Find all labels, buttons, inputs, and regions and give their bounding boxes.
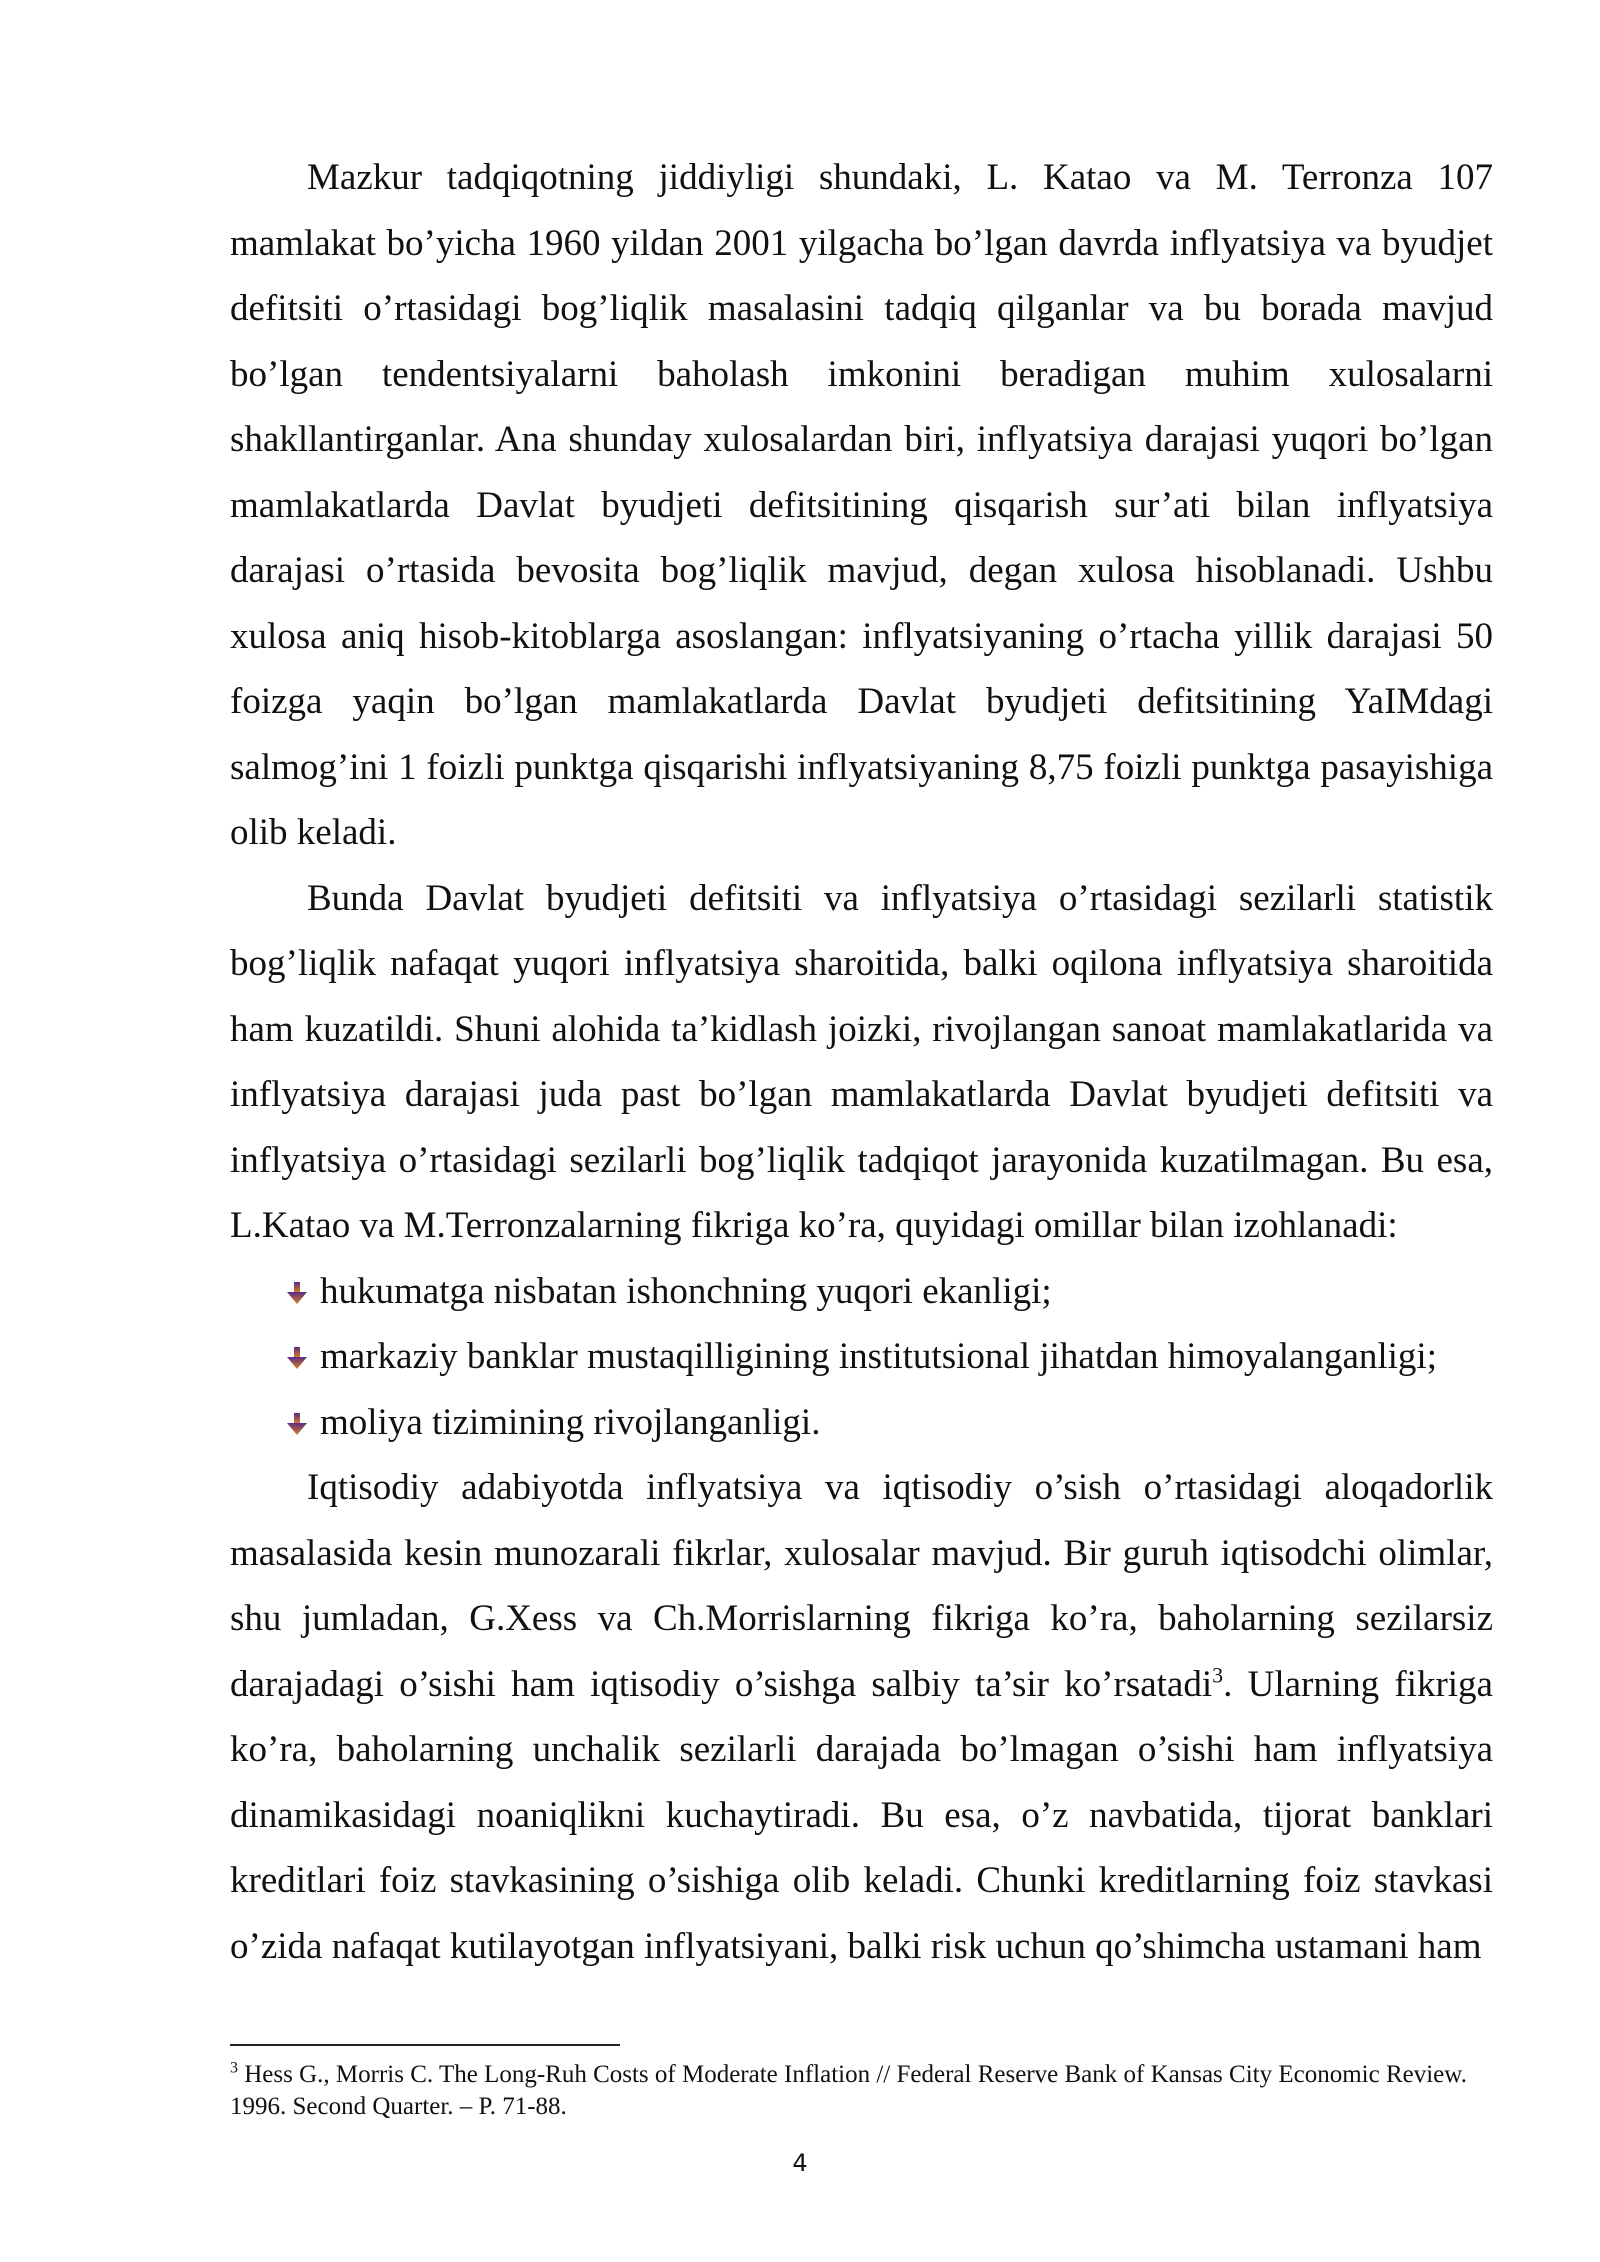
paragraph-3 <box>230 1455 1493 1979</box>
paragraph-1: Mazkur tadqiqotning jiddiyligi shundaki, L. Katao va M. Terronza 107 mamlakat bo’yicha 1960 yildan 2001 yilgacha bo’lgan davrda inflyatsiya va byudjet defitsiti o’rtasidagi bog’liqlik masalasini tadqiq qilganlar va bu borada mavjud bo’lgan tendentsiyalarni baholash imkonini beradigan muhim xulosalarni shakllantirganlar. Ana shunday xulosalardan biri, inflyatsiya darajasi yuqori bo’lgan mamlakatlarda Davlat byudjeti defitsitining qisqarish sur’ati bilan inflyatsiya darajasi o’rtasida bevosita bog’liqlik mavjud, degan xulosa hisoblanadi. Ushbu xulosa aniq hisob-kitoblarga asoslangan: inflyatsiyaning o’rtacha yillik darajasi 50 foizga yaqin bo’lgan mamlakatlarda Davlat byudjeti defitsitining YaIMdagi salmog’ini 1 foizli punktga qisqarishi inflyatsiyaning 8,75 foizli punktga pasayishiga olib keladi. <box>230 157 1493 853</box>
footnote <box>230 2059 1493 2123</box>
bullet-text: hukumatga nisbatan ishonchning yuqori ekanligi; <box>320 1270 1052 1312</box>
paragraph-3-text-a: Iqtisodiy adabiyotda inflyatsiya va iqtisodiy o’sish o’rtasidagi aloqadorlik masalasida kesin munozarali fikrlar, xulosalar mavjud. Bir guruh iqtisodchi olimlar, shu jumladan, G.Xess va Ch.Morrislarning fikriga ko’ra, baholarning sezilarsiz darajadagi o’sishi ham iqtisodiy o’sishga salbiy ta’sir ko’rsatadi <box>230 1467 1493 1705</box>
bullet-text: moliya tizimining rivojlanganligi. <box>320 1401 821 1443</box>
footnote-text: Hess G., Morris C. The Long-Ruh Costs of Moderate Inflation // Federal Reserve Bank of Kansas City Economic Review. 1996. Second Quarter. – P. 71-88. <box>230 2061 1467 2120</box>
bullet-list <box>230 1259 1493 1456</box>
footnote-separator <box>230 2044 620 2046</box>
list-item <box>286 1259 1493 1325</box>
list-item <box>286 1390 1493 1456</box>
bullet-text: markaziy banklar mustaqilligining institutsional jihatdan himoyalanganligi; <box>320 1336 1437 1377</box>
page-number: 4 <box>792 2149 808 2177</box>
arrow-down-icon <box>286 1281 320 1305</box>
paragraph-3-text-b: . Ularning fikriga ko’ra, baholarning unchalik sezilarli darajada bo’lmagan o’sishi ham inflyatsiya dinamikasidagi noaniqlikni kuchaytiradi. Bu esa, o’z navbatida, tijorat banklari kreditlari foiz stavkasining o’sishiga olib keladi. Chunki kreditlarning foiz stavkasi o’zida nafaqat kutilayotgan inflyatsiyani, balki risk uchun qo’shimcha ustamani ham <box>230 1663 1493 1967</box>
arrow-down-icon <box>286 1346 320 1370</box>
list-item <box>286 1324 1493 1390</box>
footnote-reference[interactable]: 3 <box>1212 1662 1224 1688</box>
arrow-down-icon <box>286 1412 320 1436</box>
paragraph-2: Bunda Davlat byudjeti defitsiti va inflyatsiya o’rtasidagi sezilarli statistik bog’liqlik nafaqat yuqori inflyatsiya sharoitida, balki oqilona inflyatsiya sharoitida ham kuzatildi. Shuni alohida ta’kidlash joizki, rivojlangan sanoat mamlakatlarida va inflyatsiya darajasi juda past bo’lgan mamlakatlarda Davlat byudjeti defitsiti va inflyatsiya o’rtasidagi sezilarli bog’liqlik tadqiqot jarayonida kuzatilmagan. Bu esa, L.Katao va M.Terronzalarning fikriga ko’ra, quyidagi omillar bilan izohlanadi: <box>230 877 1493 1246</box>
footnote-number: 3 <box>230 2059 238 2077</box>
body-text <box>230 145 1493 1979</box>
